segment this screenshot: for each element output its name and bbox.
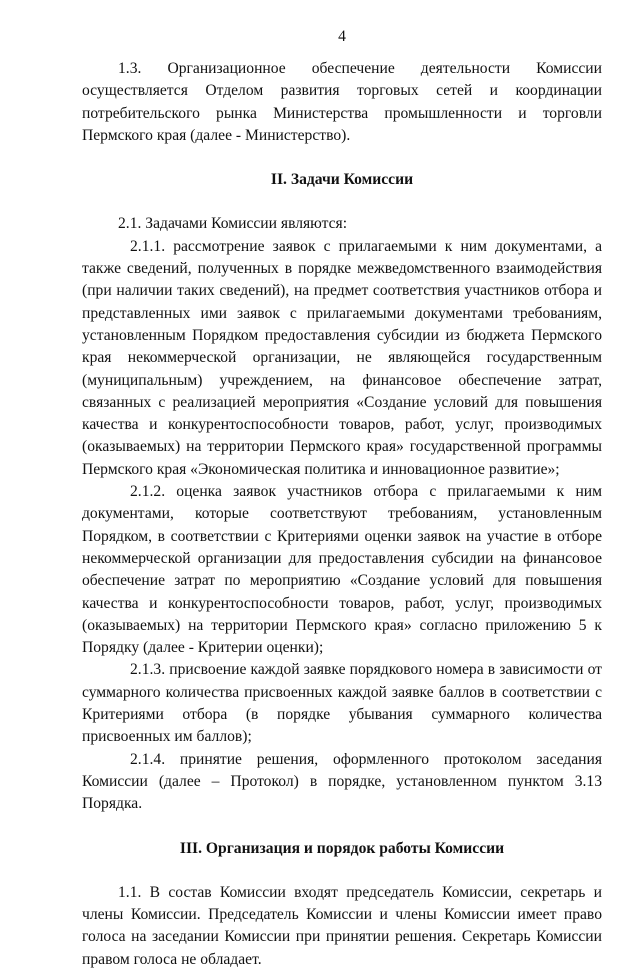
paragraph-2-1: 2.1. Задачами Комиссии являются: [118,215,348,233]
heading-section-3: III. Организация и порядок работы Комиссии [179,839,505,857]
paragraph-2-1-2: 2.1.2. оценка заявок участников отбора с прилагаемыми к ним документами, которые соответствуют требованиям, установленным Порядком, в соответствии с Критериями оценки заявок на участие в отборе некоммерческой организации для предоставления субсидии на финансовое обеспечение затрат по мероприятию «Создание условий для повышения качества и конкурентоспособности товаров, работ, услуг, производимых (оказываемых) на территории Пермского края» согласно приложению 5 к Порядку (далее - Критерии оценки); [82,483,602,657]
paragraph-1-3: 1.3. Организационное обеспечение деятельности Комиссии осуществляется Отделом развития торговых сетей и координации потребительского рынка Министерства промышленности и торговли Пермского края (далее - Министерство). [82,60,602,144]
paragraph-3-1: 1.1. В состав Комиссии входят председатель Комиссии, секретарь и члены Комиссии. Председатель Комиссии и члены Комиссии имеет право голоса на заседании Комиссии при принятии решения. Секретарь Комиссии правом голоса не обладает. [82,883,602,968]
paragraph-2-1-1: 2.1.1. рассмотрение заявок с прилагаемыми к ним документами, а также сведений, полученных в порядке межведомственного взаимодействия (при наличии таких сведений), на предмет соответствия участников отбора и представленных ими заявок с прилагаемыми документами требованиям, установленным Порядком предоставления субсидии из бюджета Пермского края некоммерческой организации, не являющейся государственным (муниципальным) учреждением, на финансовое обеспечение затрат, связанных с реализацией мероприятия «Создание условий для повышения качества и конкурентоспособности товаров, работ, услуг, производимых (оказываемых) на территории Пермского края» государственной программы Пермского края «Экономическая политика и инновационное развитие»; [82,237,602,478]
paragraph-2-1-4: 2.1.4. принятие решения, оформленного протоколом заседания Комиссии (далее – Протокол) в порядке, установленном пунктом 3.13 Порядка. [82,750,602,813]
page-number: 4 [338,28,346,45]
document-page [82,26,602,971]
heading-section-2: II. Задачи Комиссии [270,171,414,189]
paragraph-2-1-3: 2.1.3. присвоение каждой заявке порядкового номера в зависимости от суммарного количества присвоенных каждой заявке баллов в соответствии с Критериями отбора (в порядке убывания суммарного количества присвоенных им баллов); [82,661,602,746]
